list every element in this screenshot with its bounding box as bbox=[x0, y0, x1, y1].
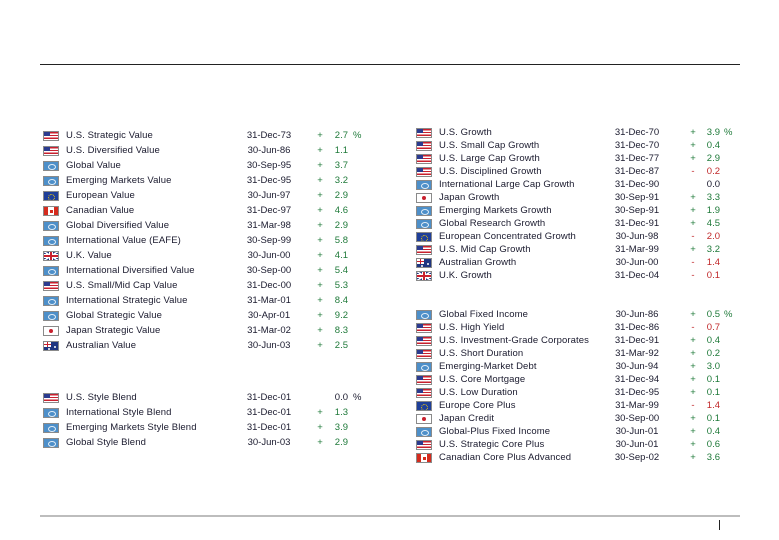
change-sign: + bbox=[690, 153, 696, 164]
flag-us-icon bbox=[43, 393, 59, 403]
inception-date: 31-Mar-01 bbox=[247, 295, 291, 306]
change-value: 9.2 bbox=[334, 310, 348, 321]
list-item bbox=[43, 220, 383, 235]
change-value: 2.9 bbox=[334, 190, 348, 201]
change-sign: + bbox=[317, 220, 323, 231]
change-value: 1.3 bbox=[334, 407, 348, 418]
strategy-name: Global-Plus Fixed Income bbox=[439, 426, 551, 437]
strategy-name: U.S. Strategic Value bbox=[66, 130, 153, 141]
flag-us-icon bbox=[43, 146, 59, 156]
change-value: 4.6 bbox=[334, 205, 348, 216]
flag-un-icon bbox=[416, 180, 432, 190]
inception-date: 31-Dec-91 bbox=[614, 218, 660, 229]
change-value: 3.7 bbox=[334, 160, 348, 171]
strategy-name: U.S. Short Duration bbox=[439, 348, 524, 359]
change-value: 2.7 bbox=[334, 130, 348, 141]
change-sign: + bbox=[690, 361, 696, 372]
change-sign: - bbox=[691, 270, 695, 281]
list-item bbox=[43, 422, 383, 437]
change-sign: + bbox=[317, 175, 323, 186]
flag-eu-icon bbox=[416, 232, 432, 242]
change-value: 0.6 bbox=[706, 439, 720, 450]
page-marker bbox=[719, 520, 720, 530]
list-item bbox=[416, 140, 756, 153]
list-item bbox=[43, 310, 383, 325]
change-sign: + bbox=[317, 205, 323, 216]
flag-un-icon bbox=[416, 427, 432, 437]
change-sign: + bbox=[690, 192, 696, 203]
inception-date: 30-Jun-86 bbox=[615, 309, 659, 320]
strategy-name: U.S. Investment-Grade Corporates bbox=[439, 335, 589, 346]
change-value: 4.5 bbox=[706, 218, 720, 229]
list-item bbox=[416, 179, 756, 192]
list-item bbox=[43, 280, 383, 295]
inception-date: 31-Mar-99 bbox=[615, 400, 659, 411]
inception-date: 30-Sep-00 bbox=[614, 413, 660, 424]
list-item bbox=[416, 335, 756, 348]
change-sign: - bbox=[691, 257, 695, 268]
list-item bbox=[416, 270, 756, 283]
strategy-name: Global Diversified Value bbox=[66, 220, 170, 231]
strategy-name: Japan Growth bbox=[439, 192, 500, 203]
change-value: 3.0 bbox=[706, 361, 720, 372]
inception-date: 30-Sep-91 bbox=[614, 205, 660, 216]
strategy-name: Global Strategic Value bbox=[66, 310, 163, 321]
change-sign: + bbox=[317, 190, 323, 201]
change-sign: + bbox=[690, 140, 696, 151]
strategy-name: Australian Growth bbox=[439, 257, 517, 268]
list-item bbox=[43, 325, 383, 340]
list-item bbox=[43, 175, 383, 190]
inception-date: 30-Jun-86 bbox=[247, 145, 291, 156]
flag-un-icon bbox=[43, 236, 59, 246]
strategy-name: U.S. Disciplined Growth bbox=[439, 166, 542, 177]
change-sign: + bbox=[317, 437, 323, 448]
change-value: 2.9 bbox=[706, 153, 720, 164]
strategy-name: Emerging-Market Debt bbox=[439, 361, 537, 372]
change-value: 0.0 bbox=[706, 179, 720, 190]
flag-us-icon bbox=[416, 388, 432, 398]
strategy-name: U.S. Style Blend bbox=[66, 392, 137, 403]
inception-date: 31-Dec-70 bbox=[614, 127, 660, 138]
change-value: 1.4 bbox=[706, 257, 720, 268]
flag-un-icon bbox=[43, 408, 59, 418]
change-value: 3.3 bbox=[706, 192, 720, 203]
flag-ca-icon bbox=[416, 453, 432, 463]
strategy-name: U.S. Small/Mid Cap Value bbox=[66, 280, 178, 291]
flag-un-icon bbox=[416, 362, 432, 372]
flag-us-icon bbox=[416, 245, 432, 255]
strategy-name: Emerging Markets Style Blend bbox=[66, 422, 197, 433]
change-value: 3.6 bbox=[706, 452, 720, 463]
strategy-name: Japan Strategic Value bbox=[66, 325, 161, 336]
percent-unit: % bbox=[724, 127, 733, 138]
inception-date: 31-Dec-01 bbox=[246, 422, 292, 433]
change-sign: + bbox=[317, 130, 323, 141]
change-sign: - bbox=[691, 231, 695, 242]
list-item bbox=[416, 413, 756, 426]
percent-unit: % bbox=[353, 130, 362, 141]
change-value: 0.2 bbox=[706, 348, 720, 359]
change-value: 2.9 bbox=[334, 437, 348, 448]
change-value: 1.1 bbox=[334, 145, 348, 156]
change-value: 5.4 bbox=[334, 265, 348, 276]
change-value: 0.2 bbox=[706, 166, 720, 177]
change-sign: + bbox=[690, 127, 696, 138]
strategy-name: U.S. Mid Cap Growth bbox=[439, 244, 531, 255]
change-value: 5.3 bbox=[334, 280, 348, 291]
change-value: 2.9 bbox=[334, 220, 348, 231]
change-value: 3.9 bbox=[334, 422, 348, 433]
change-sign: + bbox=[317, 280, 323, 291]
strategy-name: International Large Cap Growth bbox=[439, 179, 575, 190]
strategy-name: U.K. Value bbox=[66, 250, 112, 261]
strategy-name: U.S. Core Mortgage bbox=[439, 374, 526, 385]
change-sign: - bbox=[691, 322, 695, 333]
flag-uk-icon bbox=[416, 271, 432, 281]
list-item bbox=[416, 400, 756, 413]
list-item bbox=[416, 439, 756, 452]
strategy-name: Global Research Growth bbox=[439, 218, 546, 229]
list-item bbox=[43, 340, 383, 355]
flag-un-icon bbox=[416, 206, 432, 216]
strategy-name: Global Value bbox=[66, 160, 121, 171]
change-value: 3.2 bbox=[706, 244, 720, 255]
change-value: 0.1 bbox=[706, 387, 720, 398]
flag-un-icon bbox=[416, 310, 432, 320]
strategy-name: Japan Credit bbox=[439, 413, 495, 424]
flag-eu-icon bbox=[416, 401, 432, 411]
inception-date: 31-Mar-98 bbox=[247, 220, 291, 231]
flag-jp-icon bbox=[43, 326, 59, 336]
strategy-name: Europe Core Plus bbox=[439, 400, 516, 411]
strategy-name: U.K. Growth bbox=[439, 270, 492, 281]
change-sign: + bbox=[690, 426, 696, 437]
change-sign: + bbox=[690, 348, 696, 359]
change-value: 2.5 bbox=[334, 340, 348, 351]
change-value: 0.0 bbox=[334, 392, 348, 403]
strategy-name: U.S. Growth bbox=[439, 127, 492, 138]
flag-un-icon bbox=[43, 296, 59, 306]
flag-us-icon bbox=[416, 336, 432, 346]
inception-date: 31-Dec-01 bbox=[246, 407, 292, 418]
change-sign: + bbox=[317, 145, 323, 156]
flag-ca-icon bbox=[43, 206, 59, 216]
list-item bbox=[43, 235, 383, 250]
flag-un-icon bbox=[43, 161, 59, 171]
change-sign: + bbox=[317, 265, 323, 276]
flag-us-icon bbox=[416, 167, 432, 177]
inception-date: 30-Sep-00 bbox=[246, 265, 292, 276]
list-item bbox=[43, 295, 383, 310]
change-value: 0.7 bbox=[706, 322, 720, 333]
list-item bbox=[416, 231, 756, 244]
list-item bbox=[416, 348, 756, 361]
change-value: 0.4 bbox=[706, 426, 720, 437]
flag-un-icon bbox=[43, 423, 59, 433]
list-item bbox=[43, 205, 383, 220]
strategy-name: Australian Value bbox=[66, 340, 137, 351]
strategy-name: European Value bbox=[66, 190, 135, 201]
strategy-name: U.S. Small Cap Growth bbox=[439, 140, 540, 151]
inception-date: 30-Jun-98 bbox=[615, 231, 659, 242]
inception-date: 31-Dec-97 bbox=[246, 205, 292, 216]
fixed-income-list bbox=[416, 309, 756, 465]
change-value: 8.3 bbox=[334, 325, 348, 336]
list-item bbox=[416, 205, 756, 218]
flag-au-icon bbox=[43, 341, 59, 351]
change-sign: + bbox=[690, 387, 696, 398]
change-sign: + bbox=[317, 407, 323, 418]
change-sign: + bbox=[690, 218, 696, 229]
style-blend-list bbox=[43, 392, 383, 452]
strategy-name: International Style Blend bbox=[66, 407, 172, 418]
inception-date: 31-Mar-99 bbox=[615, 244, 659, 255]
inception-date: 31-Dec-01 bbox=[246, 392, 292, 403]
list-item bbox=[416, 452, 756, 465]
list-item bbox=[416, 426, 756, 439]
flag-us-icon bbox=[43, 281, 59, 291]
flag-us-icon bbox=[416, 141, 432, 151]
growth-strategies-list bbox=[416, 127, 756, 283]
list-item bbox=[416, 322, 756, 335]
inception-date: 31-Mar-92 bbox=[615, 348, 659, 359]
list-item bbox=[43, 437, 383, 452]
inception-date: 30-Jun-01 bbox=[615, 426, 659, 437]
flag-us-icon bbox=[416, 440, 432, 450]
inception-date: 31-Dec-91 bbox=[614, 335, 660, 346]
change-sign: + bbox=[317, 250, 323, 261]
inception-date: 30-Sep-02 bbox=[614, 452, 660, 463]
change-sign: + bbox=[317, 235, 323, 246]
list-item bbox=[43, 160, 383, 175]
strategy-name: European Concentrated Growth bbox=[439, 231, 576, 242]
list-item bbox=[416, 218, 756, 231]
flag-jp-icon bbox=[416, 414, 432, 424]
strategy-name: U.S. Low Duration bbox=[439, 387, 518, 398]
inception-date: 30-Sep-95 bbox=[246, 160, 292, 171]
inception-date: 30-Apr-01 bbox=[247, 310, 291, 321]
list-item bbox=[416, 244, 756, 257]
change-sign: + bbox=[690, 413, 696, 424]
change-sign: + bbox=[317, 340, 323, 351]
strategy-name: U.S. Strategic Core Plus bbox=[439, 439, 545, 450]
change-sign: + bbox=[690, 439, 696, 450]
list-item bbox=[416, 166, 756, 179]
inception-date: 30-Jun-03 bbox=[247, 340, 291, 351]
inception-date: 30-Jun-01 bbox=[615, 439, 659, 450]
inception-date: 31-Dec-77 bbox=[614, 153, 660, 164]
inception-date: 30-Sep-91 bbox=[614, 192, 660, 203]
change-value: 0.4 bbox=[706, 335, 720, 346]
strategy-name: U.S. Large Cap Growth bbox=[439, 153, 540, 164]
inception-date: 31-Dec-90 bbox=[614, 179, 660, 190]
flag-us-icon bbox=[416, 349, 432, 359]
strategy-name: Emerging Markets Value bbox=[66, 175, 172, 186]
inception-date: 31-Dec-04 bbox=[614, 270, 660, 281]
header-rule bbox=[40, 64, 740, 65]
flag-jp-icon bbox=[416, 193, 432, 203]
strategy-name: Global Fixed Income bbox=[439, 309, 529, 320]
inception-date: 30-Sep-99 bbox=[246, 235, 292, 246]
list-item bbox=[416, 387, 756, 400]
strategy-name: Canadian Value bbox=[66, 205, 135, 216]
strategy-name: U.S. Diversified Value bbox=[66, 145, 160, 156]
change-value: 1.4 bbox=[706, 400, 720, 411]
inception-date: 31-Dec-95 bbox=[246, 175, 292, 186]
inception-date: 31-Dec-94 bbox=[614, 374, 660, 385]
change-value: 3.2 bbox=[334, 175, 348, 186]
inception-date: 31-Dec-00 bbox=[246, 280, 292, 291]
list-item bbox=[416, 309, 756, 322]
change-value: 0.1 bbox=[706, 270, 720, 281]
change-sign: - bbox=[691, 166, 695, 177]
value-strategies-list bbox=[43, 130, 383, 355]
inception-date: 31-Dec-73 bbox=[246, 130, 292, 141]
flag-un-icon bbox=[43, 266, 59, 276]
flag-us-icon bbox=[416, 323, 432, 333]
list-item bbox=[43, 130, 383, 145]
inception-date: 30-Jun-97 bbox=[247, 190, 291, 201]
change-sign: + bbox=[317, 295, 323, 306]
change-sign: + bbox=[317, 160, 323, 171]
flag-un-icon bbox=[43, 311, 59, 321]
list-item bbox=[43, 265, 383, 280]
strategy-name: U.S. High Yield bbox=[439, 322, 505, 333]
change-sign: + bbox=[690, 452, 696, 463]
list-item bbox=[416, 153, 756, 166]
flag-au-icon bbox=[416, 258, 432, 268]
flag-us-icon bbox=[43, 131, 59, 141]
change-sign: - bbox=[691, 400, 695, 411]
list-item bbox=[43, 392, 383, 407]
inception-date: 30-Jun-03 bbox=[247, 437, 291, 448]
flag-us-icon bbox=[416, 154, 432, 164]
change-value: 0.5 bbox=[706, 309, 720, 320]
change-value: 0.1 bbox=[706, 374, 720, 385]
change-value: 3.9 bbox=[706, 127, 720, 138]
change-value: 0.4 bbox=[706, 140, 720, 151]
footer-rule bbox=[40, 515, 740, 517]
inception-date: 31-Dec-86 bbox=[614, 322, 660, 333]
change-value: 1.9 bbox=[706, 205, 720, 216]
change-sign: + bbox=[690, 374, 696, 385]
change-sign: + bbox=[317, 422, 323, 433]
list-item bbox=[43, 190, 383, 205]
change-sign: + bbox=[690, 244, 696, 255]
percent-unit: % bbox=[353, 392, 362, 403]
inception-date: 30-Jun-00 bbox=[615, 257, 659, 268]
inception-date: 31-Dec-70 bbox=[614, 140, 660, 151]
change-sign: + bbox=[690, 309, 696, 320]
change-value: 4.1 bbox=[334, 250, 348, 261]
list-item bbox=[416, 127, 756, 140]
change-value: 0.1 bbox=[706, 413, 720, 424]
percent-unit: % bbox=[724, 309, 733, 320]
change-sign: + bbox=[317, 325, 323, 336]
change-value: 5.8 bbox=[334, 235, 348, 246]
strategy-name: Emerging Markets Growth bbox=[439, 205, 552, 216]
list-item bbox=[43, 407, 383, 422]
flag-uk-icon bbox=[43, 251, 59, 261]
strategy-name: Global Style Blend bbox=[66, 437, 146, 448]
list-item bbox=[43, 145, 383, 160]
inception-date: 31-Mar-02 bbox=[247, 325, 291, 336]
flag-us-icon bbox=[416, 128, 432, 138]
strategy-name: International Diversified Value bbox=[66, 265, 195, 276]
list-item bbox=[416, 257, 756, 270]
inception-date: 30-Jun-00 bbox=[247, 250, 291, 261]
flag-un-icon bbox=[43, 438, 59, 448]
list-item bbox=[416, 192, 756, 205]
inception-date: 30-Jun-94 bbox=[615, 361, 659, 372]
flag-un-icon bbox=[43, 221, 59, 231]
list-item bbox=[416, 361, 756, 374]
list-item bbox=[416, 374, 756, 387]
flag-un-icon bbox=[43, 176, 59, 186]
inception-date: 31-Dec-95 bbox=[614, 387, 660, 398]
flag-un-icon bbox=[416, 219, 432, 229]
change-value: 2.0 bbox=[706, 231, 720, 242]
strategy-name: International Strategic Value bbox=[66, 295, 188, 306]
change-sign: + bbox=[690, 335, 696, 346]
change-value: 8.4 bbox=[334, 295, 348, 306]
flag-us-icon bbox=[416, 375, 432, 385]
change-sign: + bbox=[317, 310, 323, 321]
strategy-name: International Value (EAFE) bbox=[66, 235, 181, 246]
change-sign: + bbox=[690, 205, 696, 216]
strategy-name: Canadian Core Plus Advanced bbox=[439, 452, 572, 463]
flag-eu-icon bbox=[43, 191, 59, 201]
list-item bbox=[43, 250, 383, 265]
inception-date: 31-Dec-87 bbox=[614, 166, 660, 177]
